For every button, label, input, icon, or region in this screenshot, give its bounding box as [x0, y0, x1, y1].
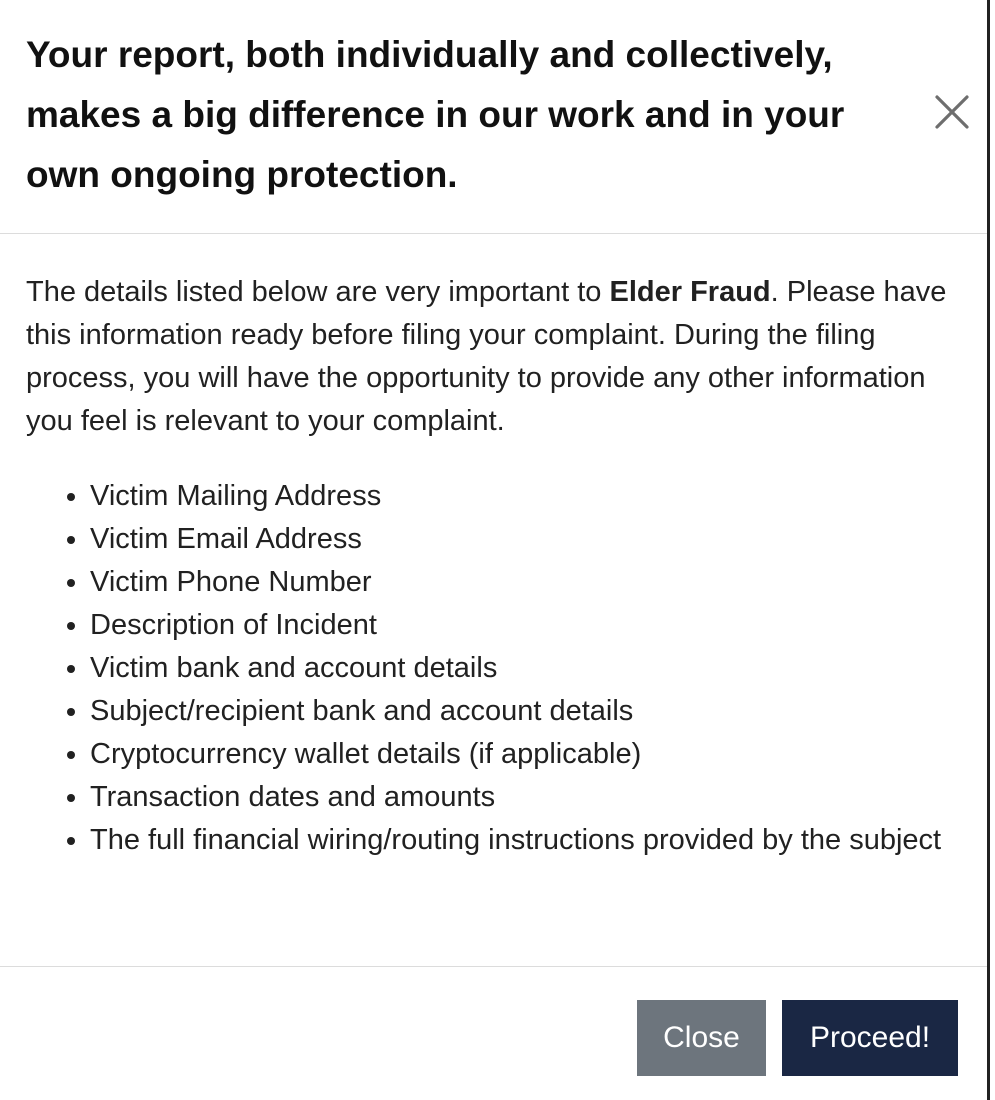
modal-footer [0, 966, 987, 1100]
modal-shadow-edge [987, 0, 990, 1100]
modal-header [0, 0, 987, 234]
list-item: • Cryptocurrency wallet details (if applicable) [90, 733, 956, 776]
intro-paragraph [26, 271, 956, 443]
list-item: • Victim bank and account details [90, 647, 956, 690]
close-button[interactable]: Close [637, 1000, 766, 1076]
modal-title: Your report, both individually and collectively, makes a big difference in our work and in your own ongoing protection. [26, 34, 845, 195]
list-item: • Victim Phone Number [90, 561, 956, 604]
proceed-button[interactable]: Proceed! [782, 1000, 958, 1076]
background-page-edge [987, 0, 995, 1100]
list-item: • Victim Mailing Address [90, 475, 956, 518]
list-item: • The full financial wiring/routing instructions provided by the subject [90, 819, 956, 862]
intro-text-end: . Please have this information ready before filing your complaint. During the filing process, you will have the opportunity to provide any other information you feel is relevant to your complaint. [26, 276, 947, 437]
program-name: Elder Fraud [609, 276, 771, 308]
list-item: • Victim Email Address [90, 518, 956, 561]
list-item: • Description of Incident [90, 604, 956, 647]
close-icon[interactable] [930, 92, 974, 136]
modal-body [26, 271, 956, 862]
list-item: • Subject/recipient bank and account details [90, 690, 956, 733]
required-info-list [26, 475, 956, 862]
list-item: • Transaction dates and amounts [90, 776, 956, 819]
intro-text-start: The details listed below are very important to [26, 276, 610, 308]
